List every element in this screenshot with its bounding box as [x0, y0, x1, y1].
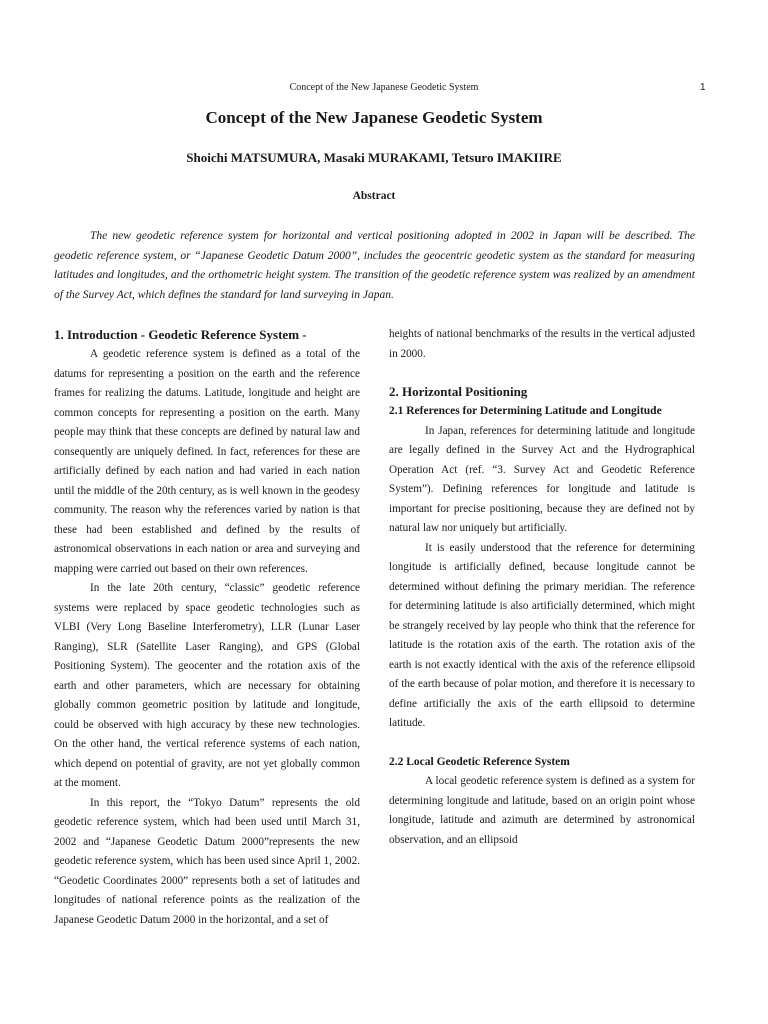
references-paragraph-1: In Japan, references for determining latitude and longitude are legally defined in the Survey Act and the Hydrographical Operation Act (ref. “3. Survey Act and Geodetic Reference System”). Defining references for longitude and latitude is important for precise positioning, because they are defined not by natural law nor uniquely but artificially.	[389, 424, 695, 534]
subsection-heading-references: 2.1 References for Determining Latitude and Longitude	[389, 405, 662, 417]
right-column-body	[389, 382, 695, 850]
abstract-body: The new geodetic reference system for horizontal and vertical positioning adopted in 2002 in Japan will be described. The geodetic reference system, or “Japanese Geodetic Datum 2000”, includes the geocentric geodetic system as the standard for measuring latitudes and longitudes, and the orthometric height system. The transition of the geodetic reference system was realized by an amendment of the Survey Act, which defines the standard for land surveying in Japan.	[54, 230, 695, 301]
left-column	[54, 325, 360, 930]
references-paragraph-2: It is easily understood that the reference for determining longitude is artificially defined, because longitude cannot be determined without defining the primary meridian. The reference for determining latitude is also artificially determined, which might be strangely received by lay people who think that the reference for latitude is the rotation axis of the earth. The rotation axis of the earth is not exactly identical with the axis of the reference ellipsoid of the earth because of polar motion, and therefore it is necessary to define artificially the axis of the earth ellipsoid to determine latitude.	[389, 541, 695, 729]
subsection-heading-local-system: 2.2 Local Geodetic Reference System	[389, 755, 570, 768]
running-header: Concept of the New Japanese Geodetic System	[289, 82, 479, 93]
section-heading-horizontal-positioning: 2. Horizontal Positioning	[389, 384, 528, 399]
section-heading-introduction: 1. Introduction - Geodetic Reference System -	[54, 327, 307, 342]
intro-paragraph-3: In this report, the “Tokyo Datum” represents the old geodetic reference system, which had been used until March 31, 2002 and “Japanese Geodetic Datum 2000”represents the new geodetic reference system, which has been used since April 1, 2002. “Geodetic Coordinates 2000” represents both a set of latitudes and longitudes of national reference points as the realization of the Japanese Geodetic Datum 2000 in the horizontal, and a set of	[54, 796, 360, 926]
intro-paragraph-2: In the late 20th century, “classic” geodetic reference systems were replaced by space geodetic technologies such as VLBI (Very Long Baseline Interferometry), LLR (Lunar Laser Ranging), SLR (Satellite Laser Ranging), and GPS (Global Positioning System). The geocenter and the rotation axis of the earth and other parameters, which are necessary for obtaining globally common geometric position by latitude and longitude, could be observed with high accuracy by these new technologies. On the other hand, the vertical reference systems of each nation, which depend on potential of gravity, are not yet globally common at the moment.	[54, 582, 360, 789]
right-column	[389, 325, 695, 364]
intro-paragraph-3-continued: heights of national benchmarks of the results in the vertical adjusted in 2000.	[389, 328, 695, 360]
intro-paragraph-1: A geodetic reference system is defined as a total of the datums for representing a position on the earth and the reference frames for realizing the datums. Latitude, longitude and height are common concepts for representing a position on the earth. Many people may think that these concepts are defined by natural law and consequently are uniquely defined. In fact, references for these are artificially defined by each nation and had varied in each nation until the middle of the 20th century, as is well known in the geodesy community. The reason why the references varied by nation is that these had been established and defined by the results of astronomical observations in each nation or area and surveying and mapping were carried out based on their own references.	[54, 348, 360, 575]
paper-title: Concept of the New Japanese Geodetic System	[205, 108, 543, 127]
section-gap	[389, 734, 695, 753]
local-system-paragraph-1: A local geodetic reference system is defined as a system for determining longitude and latitude, based on an origin point whose longitude, latitude and azimuth are determined by astronomical observation, and an ellipsoid	[389, 775, 695, 846]
page-number: 1	[700, 82, 706, 93]
abstract-heading: Abstract	[352, 190, 396, 202]
author-list: Shoichi MATSUMURA, Masaki MURAKAMI, Tetsuro IMAKIIRE	[186, 150, 562, 165]
